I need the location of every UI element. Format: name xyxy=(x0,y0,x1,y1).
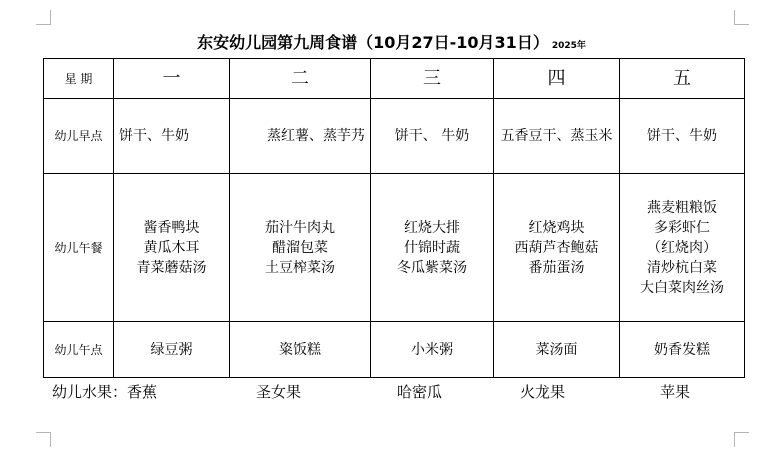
weekday-header-label: 星 期 xyxy=(44,59,114,99)
table-header-row xyxy=(44,59,745,99)
snack-tue: 粢饭糕 xyxy=(230,322,371,378)
table-row-breakfast xyxy=(44,99,745,174)
lunch-dish: 黄瓜木耳 xyxy=(143,239,200,256)
row-label-breakfast: 幼儿早点 xyxy=(44,99,114,174)
breakfast-fri: 饼干、牛奶 xyxy=(620,99,745,174)
weekday-header-thu: 四 xyxy=(494,59,620,99)
weekday-header-wed: 三 xyxy=(371,59,494,99)
breakfast-thu: 五香豆干、蒸玉米 xyxy=(494,99,620,174)
lunch-dish: 红烧鸡块 xyxy=(528,219,585,236)
snack-wed: 小米粥 xyxy=(371,322,494,378)
table-row-lunch xyxy=(44,174,745,322)
page-corner-mark-bottom-left xyxy=(36,432,51,447)
menu-year: 2025年 xyxy=(551,41,586,51)
row-label-snack: 幼儿午点 xyxy=(44,322,114,378)
lunch-dish: 清炒杭白菜 xyxy=(647,259,717,276)
lunch-fri xyxy=(620,174,745,322)
lunch-dish: 西葫芦杏鲍菇 xyxy=(514,239,599,256)
page-corner-mark-top-left xyxy=(36,10,51,25)
lunch-dish: 多彩虾仁 xyxy=(654,219,710,236)
breakfast-tue: 蒸红薯、蒸芋艿 xyxy=(230,99,371,174)
document-title xyxy=(0,30,783,53)
table-row-snack xyxy=(44,322,745,378)
weekday-header-mon: 一 xyxy=(114,59,230,99)
lunch-dish: 青菜蘑菇汤 xyxy=(136,259,207,276)
snack-mon: 绿豆粥 xyxy=(114,322,230,378)
snack-fri: 奶香发糕 xyxy=(620,322,745,378)
lunch-dish: 番茄蛋汤 xyxy=(528,259,585,276)
menu-title: 东安幼儿园第九周食谱（10月27日-10月31日） xyxy=(197,33,549,52)
lunch-dish: 燕麦粗粮饭 xyxy=(647,199,717,216)
page-corner-mark-bottom-right xyxy=(734,432,749,447)
lunch-dish: 大白菜肉丝汤 xyxy=(640,279,724,296)
lunch-dish: （红烧肉） xyxy=(647,239,717,256)
fruit-wed: 哈密瓜 xyxy=(397,383,443,401)
breakfast-wed: 饼干、 牛奶 xyxy=(371,99,494,174)
row-label-lunch: 幼儿午餐 xyxy=(44,174,114,322)
lunch-thu xyxy=(494,174,620,322)
lunch-dish: 酱香鸭块 xyxy=(143,219,200,236)
fruit-thu: 火龙果 xyxy=(520,383,566,401)
snack-thu: 菜汤面 xyxy=(494,322,620,378)
lunch-tue xyxy=(230,174,371,322)
lunch-dish: 红烧大排 xyxy=(404,219,460,236)
fruit-fri: 苹果 xyxy=(660,383,691,401)
lunch-mon xyxy=(114,174,230,322)
page-corner-mark-top-right xyxy=(734,10,749,25)
fruit-mon: 香蕉 xyxy=(127,383,158,401)
weekday-header-tue: 二 xyxy=(230,59,371,99)
lunch-dish: 冬瓜紫菜汤 xyxy=(397,259,467,276)
lunch-wed xyxy=(371,174,494,322)
weekday-header-fri: 五 xyxy=(620,59,745,99)
fruit-line xyxy=(0,381,783,403)
lunch-dish: 茄汁牛肉丸 xyxy=(265,219,335,236)
lunch-dish: 什锦时蔬 xyxy=(404,239,460,256)
fruit-label: 幼儿水果： xyxy=(52,383,128,401)
lunch-dish: 土豆榨菜汤 xyxy=(265,259,335,276)
lunch-dish: 醋溜包菜 xyxy=(272,239,328,256)
breakfast-mon: 饼干、牛奶 xyxy=(114,99,230,174)
fruit-tue: 圣女果 xyxy=(256,383,302,401)
weekly-menu-table xyxy=(43,58,745,378)
